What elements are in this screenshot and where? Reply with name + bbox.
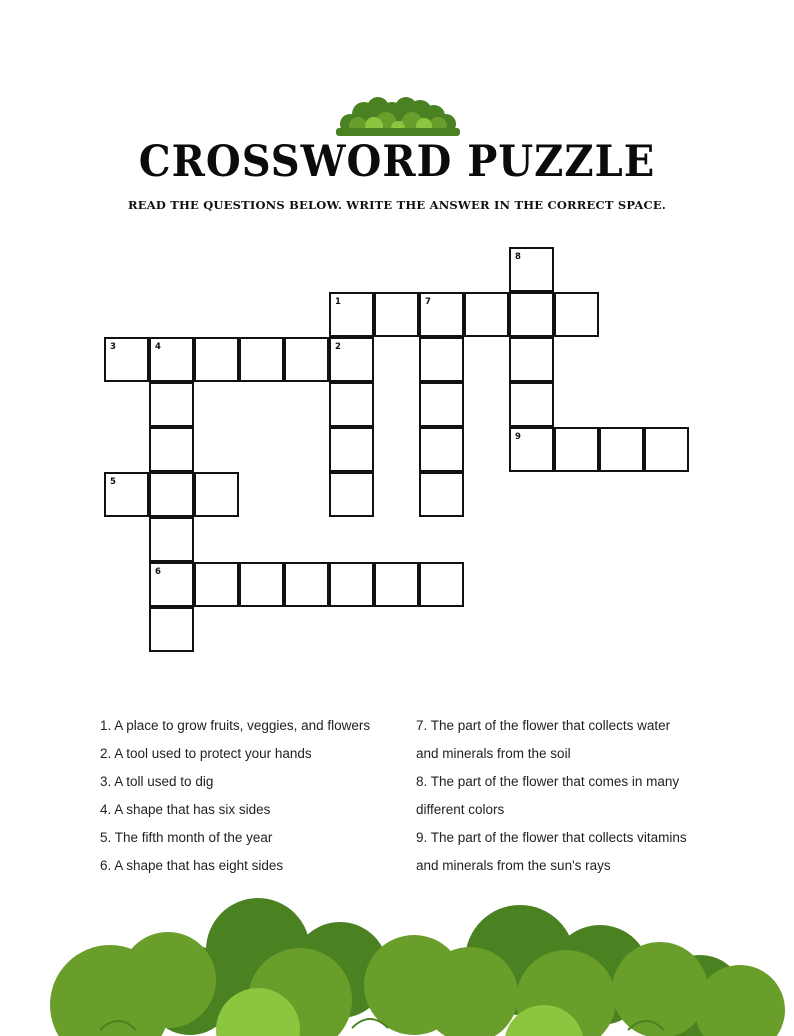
crossword-cell[interactable] [104, 337, 149, 382]
clue-text: 1. A place to grow fruits, veggies, and flowers [100, 718, 371, 733]
clues-right-column [416, 712, 687, 880]
crossword-cell[interactable] [329, 382, 374, 427]
crossword-cell[interactable] [149, 472, 194, 517]
crossword-cell[interactable] [329, 292, 374, 337]
crossword-cell[interactable] [599, 427, 644, 472]
crossword-cell[interactable] [554, 427, 599, 472]
clue-text: 4. A shape that has six sides [100, 802, 271, 817]
crossword-cell[interactable] [419, 292, 464, 337]
crossword-cell[interactable] [509, 292, 554, 337]
crossword-cell[interactable] [284, 562, 329, 607]
page-title: CROSSWORD PUZZLE [138, 136, 656, 187]
crossword-cell[interactable] [239, 337, 284, 382]
clue-number: 8 [515, 252, 521, 262]
crossword-cell[interactable] [284, 337, 329, 382]
crossword-cell[interactable] [104, 472, 149, 517]
crossword-cell[interactable] [374, 562, 419, 607]
crossword-cell[interactable] [419, 337, 464, 382]
crossword-cell[interactable] [194, 337, 239, 382]
clues-left-column [100, 712, 370, 880]
clue-text: and minerals from the sun's rays [416, 858, 611, 873]
clue-text: different colors [416, 802, 505, 817]
crossword-cell[interactable] [509, 247, 554, 292]
crossword-cell[interactable] [329, 562, 374, 607]
crossword-cell[interactable] [419, 472, 464, 517]
clue-text: 8. The part of the flower that comes in many [416, 774, 680, 789]
clue-text: 2. A tool used to protect your hands [100, 746, 312, 761]
crossword-cell[interactable] [554, 292, 599, 337]
crossword-cell[interactable] [194, 472, 239, 517]
crossword-cell[interactable] [329, 427, 374, 472]
clue-text: 9. The part of the flower that collects vitamins [416, 830, 687, 845]
clue-number: 7 [425, 297, 431, 307]
crossword-cell[interactable] [509, 382, 554, 427]
crossword-cell[interactable] [419, 382, 464, 427]
crossword-cell[interactable] [149, 427, 194, 472]
crossword-cell[interactable] [509, 427, 554, 472]
crossword-cell[interactable] [149, 337, 194, 382]
clue-text: 7. The part of the flower that collects water [416, 718, 671, 733]
crossword-cell[interactable] [194, 562, 239, 607]
bush-illustration-bottom [0, 880, 794, 1036]
crossword-cell[interactable] [464, 292, 509, 337]
clue-text: 3. A toll used to dig [100, 774, 214, 789]
crossword-cell[interactable] [149, 517, 194, 562]
clue-number: 4 [155, 342, 161, 352]
instructions-text: READ THE QUESTIONS BELOW. WRITE THE ANSWER IN THE CORRECT SPACE. [128, 198, 666, 212]
clue-number: 6 [155, 567, 161, 577]
crossword-cell[interactable] [509, 337, 554, 382]
crossword-cell[interactable] [374, 292, 419, 337]
crossword-cell[interactable] [149, 382, 194, 427]
clue-text: 6. A shape that has eight sides [100, 858, 284, 873]
crossword-cell[interactable] [329, 472, 374, 517]
crossword-cell[interactable] [149, 607, 194, 652]
crossword-cell[interactable] [419, 427, 464, 472]
clue-number: 1 [335, 297, 341, 307]
clue-text: and minerals from the soil [416, 746, 571, 761]
clue-text: 5. The fifth month of the year [100, 830, 273, 845]
clue-number: 5 [110, 477, 116, 487]
clue-number: 9 [515, 432, 521, 442]
clue-number: 2 [335, 342, 341, 352]
clue-number: 3 [110, 342, 116, 352]
crossword-cell[interactable] [419, 562, 464, 607]
crossword-cell[interactable] [644, 427, 689, 472]
crossword-cell[interactable] [239, 562, 284, 607]
crossword-cell[interactable] [329, 337, 374, 382]
crossword-cell[interactable] [149, 562, 194, 607]
